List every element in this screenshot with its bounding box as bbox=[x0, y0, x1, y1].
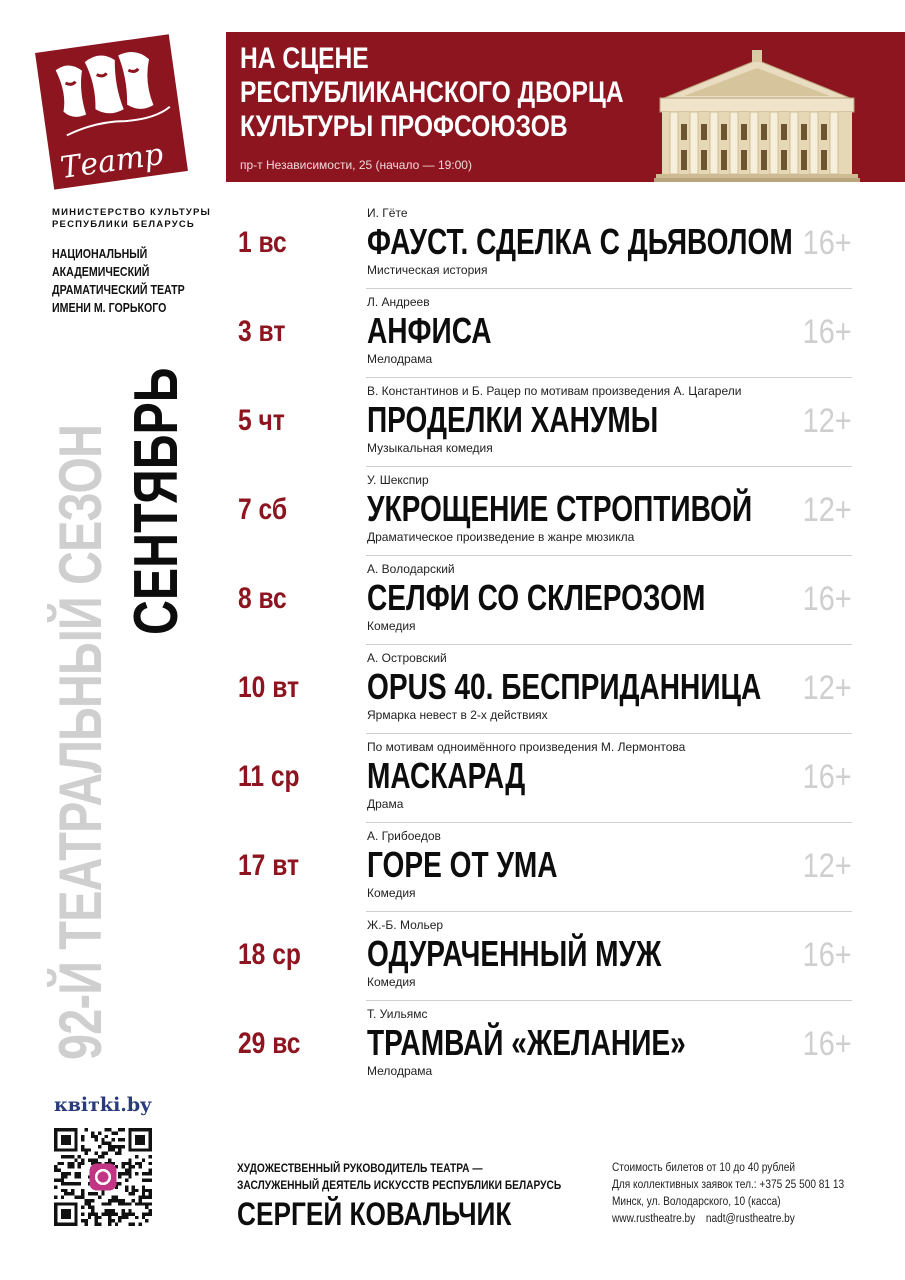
theatre-name-line-3: ДРАМАТИЧЕСКИЙ ТЕАТР bbox=[52, 283, 185, 297]
schedule-row bbox=[236, 823, 856, 912]
theatre-name-line-1: НАЦИОНАЛЬНЫЙ bbox=[52, 247, 148, 261]
schedule-row bbox=[236, 912, 856, 1001]
ministry-line-2: РЕСПУБЛИКИ БЕЛАРУСЬ bbox=[52, 219, 195, 230]
ministry-line-1: МИНИСТЕРСТВО КУЛЬТУРЫ bbox=[52, 207, 212, 218]
performance-author: А. Островский bbox=[367, 651, 447, 665]
venue-title-line-3: КУЛЬТУРЫ ПРОФСОЮЗОВ bbox=[240, 110, 568, 143]
performance-title: ОДУРАЧЕННЫЙ МУЖ bbox=[367, 933, 662, 974]
performance-title: МАСКАРАД bbox=[367, 755, 526, 796]
performance-title: ГОРЕ ОТ УМА bbox=[367, 844, 558, 885]
month-text: СЕНТЯБРЬ bbox=[122, 367, 191, 635]
performance-author: А. Грибоедов bbox=[367, 829, 441, 843]
group-orders-phone[interactable]: Для коллективных заявок тел.: +375 25 500 81 13 bbox=[612, 1179, 845, 1191]
season-text: 92-Й ТЕАТРАЛЬНЫЙ СЕЗОН bbox=[47, 424, 114, 1060]
performance-genre: Мелодрама bbox=[367, 1064, 433, 1078]
performance-author: Т. Уильямс bbox=[367, 1007, 428, 1021]
performance-genre: Музыкальная комедия bbox=[367, 441, 493, 455]
ministry-label bbox=[52, 207, 222, 231]
performance-genre: Мелодрама bbox=[367, 352, 433, 366]
venue-title-line-2: РЕСПУБЛИКАНСКОГО ДВОРЦА bbox=[240, 76, 624, 109]
director-role-line-2: ЗАСЛУЖЕННЫЙ ДЕЯТЕЛЬ ИСКУССТВ РЕСПУБЛИКИ БЕЛАРУСЬ bbox=[237, 1178, 562, 1192]
age-rating: 16+ bbox=[802, 580, 852, 618]
schedule-row bbox=[236, 645, 856, 734]
performance-date: 3 вт bbox=[238, 315, 286, 348]
theatre-name-line-4: ИМЕНИ М. ГОРЬКОГО bbox=[52, 301, 167, 315]
ticket-price: Стоимость билетов от 10 до 40 рублей bbox=[612, 1162, 796, 1174]
performance-genre: Комедия bbox=[367, 975, 416, 989]
age-rating: 16+ bbox=[802, 1025, 852, 1063]
venue-title bbox=[240, 42, 708, 144]
performance-date: 18 ср bbox=[238, 938, 301, 971]
performance-date: 8 вс bbox=[238, 582, 287, 615]
performance-schedule bbox=[236, 200, 856, 1090]
performance-date: 10 вт bbox=[238, 671, 300, 704]
theatre-name-line-2: АКАДЕМИЧЕСКИЙ bbox=[52, 265, 150, 279]
director-name-text: СЕРГЕЙ КОВАЛЬЧИК bbox=[237, 1196, 512, 1232]
age-rating: 12+ bbox=[802, 847, 852, 885]
performance-genre: Мистическая история bbox=[367, 263, 488, 277]
schedule-row bbox=[236, 556, 856, 645]
director-name bbox=[237, 1196, 572, 1233]
age-rating: 16+ bbox=[802, 224, 852, 262]
performance-date: 5 чт bbox=[238, 404, 285, 437]
performance-date: 7 сб bbox=[238, 493, 288, 526]
age-rating: 12+ bbox=[802, 491, 852, 529]
instagram-icon bbox=[89, 1163, 116, 1190]
venue-banner bbox=[226, 32, 905, 182]
performance-title: ТРАМВАЙ «ЖЕЛАНИЕ» bbox=[367, 1022, 686, 1063]
performance-author: По мотивам одноимённого произведения М. Лермонтова bbox=[367, 740, 686, 754]
age-rating: 16+ bbox=[802, 313, 852, 351]
age-rating: 16+ bbox=[802, 936, 852, 974]
schedule-row bbox=[236, 467, 856, 556]
performance-title: OPUS 40. БЕСПРИДАННИЦА bbox=[367, 666, 762, 707]
season-vertical bbox=[46, 360, 116, 1060]
performance-author: А. Володарский bbox=[367, 562, 455, 576]
email-link[interactable]: nadt@rustheatre.by bbox=[705, 1213, 795, 1225]
performance-genre: Драматическое произведение в жанре мюзикла bbox=[367, 530, 635, 544]
performance-date: 1 вс bbox=[238, 226, 287, 259]
director-role bbox=[237, 1160, 618, 1194]
performance-genre: Комедия bbox=[367, 619, 416, 633]
performance-title: ПРОДЕЛКИ ХАНУМЫ bbox=[367, 399, 659, 440]
theatre-name bbox=[52, 245, 197, 317]
age-rating: 12+ bbox=[802, 402, 852, 440]
qr-code-image[interactable] bbox=[54, 1128, 152, 1226]
month-vertical bbox=[122, 360, 192, 635]
performance-title: УКРОЩЕНИЕ СТРОПТИВОЙ bbox=[367, 488, 753, 529]
venue-address: пр-т Независимости, 25 (начало — 19:00) bbox=[240, 158, 472, 172]
performance-genre: Ярмарка невест в 2-х действиях bbox=[367, 708, 548, 722]
performance-title: СЕЛФИ СО СКЛЕРОЗОМ bbox=[367, 577, 706, 618]
performance-title: ФАУСТ. СДЕЛКА С ДЬЯВОЛОМ bbox=[367, 221, 793, 262]
schedule-row bbox=[236, 289, 856, 378]
performance-author: И. Гёте bbox=[367, 206, 408, 220]
box-office-address: Минск, ул. Володарского, 10 (касса) bbox=[612, 1196, 781, 1208]
performance-title: АНФИСА bbox=[367, 310, 492, 351]
performance-date: 11 ср bbox=[238, 760, 300, 793]
contact-links bbox=[612, 1211, 844, 1228]
logo-text: Театр bbox=[58, 136, 166, 187]
performance-date: 17 вт bbox=[238, 849, 300, 882]
performance-date: 29 вс bbox=[238, 1027, 301, 1060]
performance-author: В. Константинов и Б. Рацер по мотивам произведения А. Цагарели bbox=[367, 384, 742, 398]
schedule-row bbox=[236, 378, 856, 467]
theatre-logo bbox=[34, 33, 189, 191]
schedule-row bbox=[236, 1001, 856, 1090]
performance-author: Л. Андреев bbox=[367, 295, 430, 309]
ticket-info bbox=[612, 1160, 876, 1228]
performance-author: У. Шекспир bbox=[367, 473, 429, 487]
palace-building-image bbox=[654, 46, 860, 182]
age-rating: 12+ bbox=[802, 669, 852, 707]
performance-genre: Комедия bbox=[367, 886, 416, 900]
age-rating: 16+ bbox=[802, 758, 852, 796]
schedule-row bbox=[236, 200, 856, 289]
performance-author: Ж.-Б. Мольер bbox=[367, 918, 444, 932]
performance-genre: Драма bbox=[367, 797, 404, 811]
kvitki-link[interactable]: квiтki.by bbox=[54, 1094, 152, 1116]
schedule-row bbox=[236, 734, 856, 823]
director-role-line-1: ХУДОЖЕСТВЕННЫЙ РУКОВОДИТЕЛЬ ТЕАТРА — bbox=[237, 1161, 483, 1175]
website-link[interactable]: www.rustheatre.by bbox=[612, 1213, 696, 1225]
venue-title-line-1: НА СЦЕНЕ bbox=[240, 42, 369, 75]
